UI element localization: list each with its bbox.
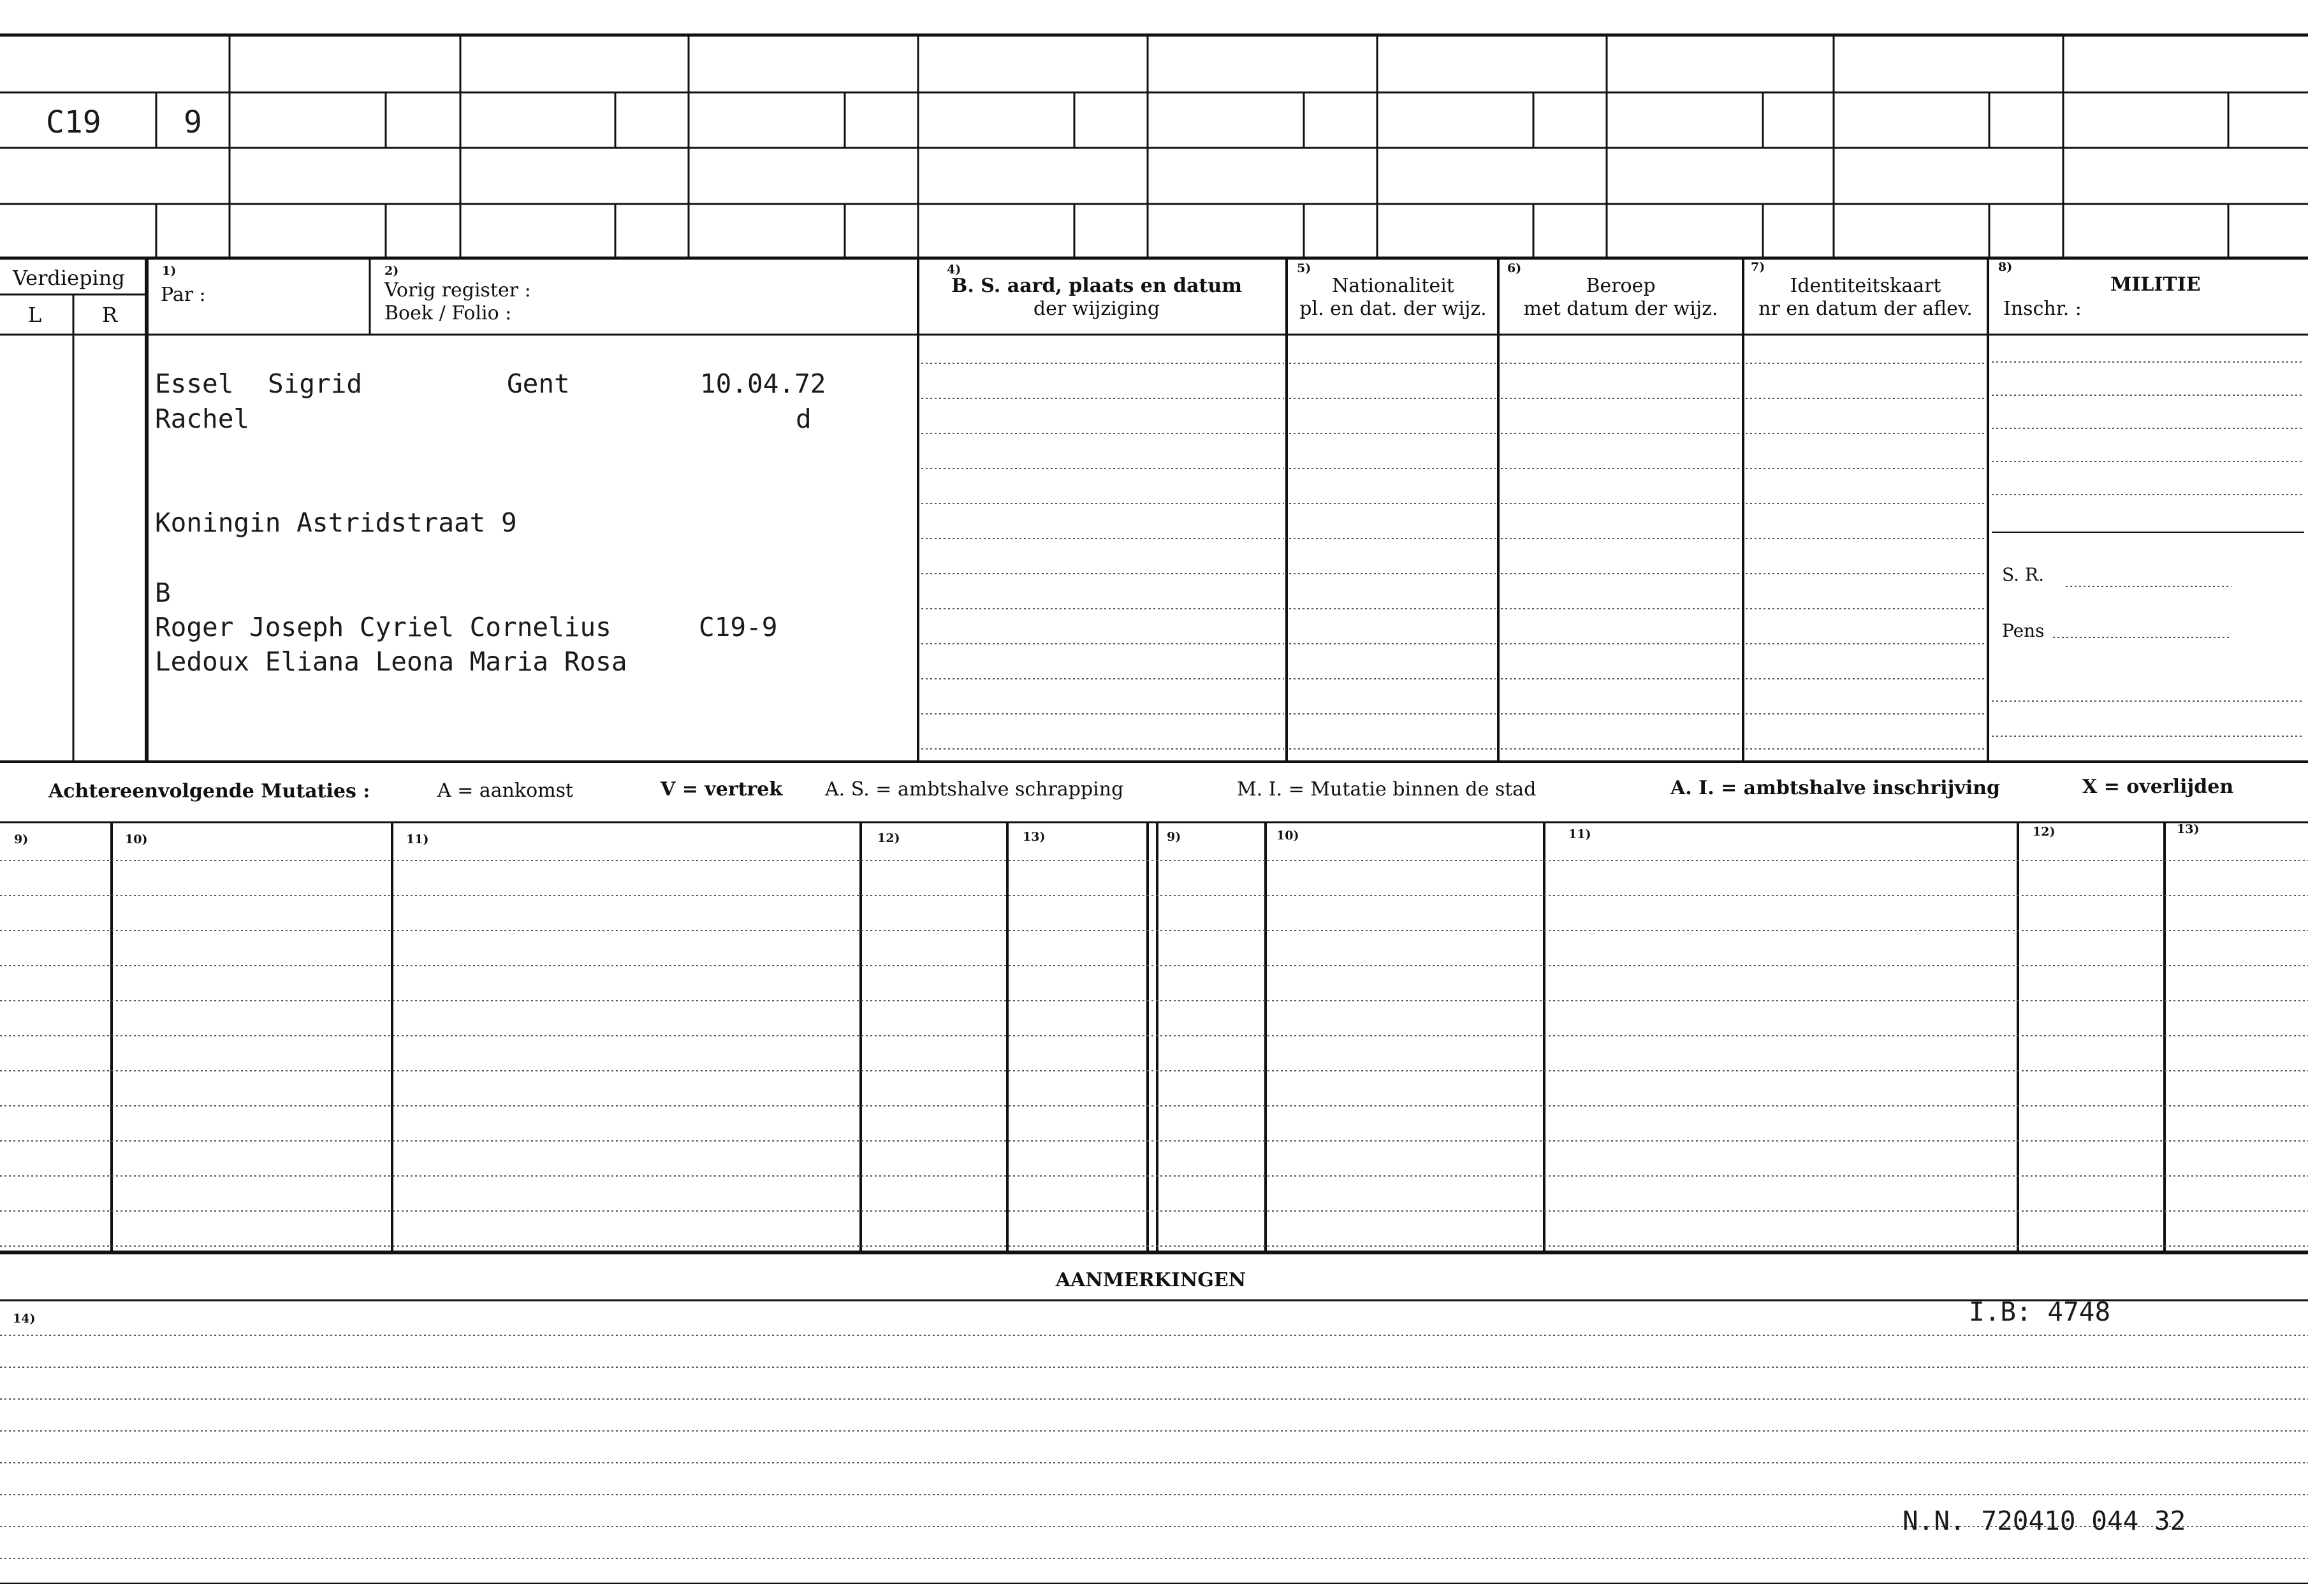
nationaliteit-sublabel: pl. en dat. der wijz. xyxy=(1299,298,1487,320)
person-mother: Ledoux Eliana Leona Maria Rosa xyxy=(155,646,627,677)
mut-col-9-right: 9) xyxy=(1167,830,1181,844)
mut-col-9-left: 9) xyxy=(14,832,29,846)
legend-aankomst: A = aankomst xyxy=(437,780,574,802)
militie-label: MILITIE xyxy=(2110,273,2201,296)
mut-col-12-left: 12) xyxy=(877,831,900,845)
aanmerkingen-title: AANMERKINGEN xyxy=(1055,1269,1246,1291)
vorig-register-label: Vorig register : xyxy=(384,279,531,301)
bs-label: B. S. aard, plaats en datum xyxy=(951,275,1242,297)
mut-col-10-right: 10) xyxy=(1276,829,1299,843)
mut-col-11-right: 11) xyxy=(1568,827,1591,841)
mutaties-label: Achtereenvolgende Mutaties : xyxy=(48,780,370,802)
legend-vertrek: V = vertrek xyxy=(661,778,783,801)
identiteit-num: 7) xyxy=(1751,260,1765,274)
verdieping-label: Verdieping xyxy=(13,266,125,290)
nationaliteit-num: 5) xyxy=(1297,261,1311,275)
aanmerkingen-num: 14) xyxy=(13,1312,36,1326)
legend-schrapping: A. S. = ambtshalve schrapping xyxy=(825,778,1124,801)
person-firstname-2: Rachel xyxy=(155,403,250,434)
identiteit-sublabel: nr en datum der aflev. xyxy=(1758,298,1973,320)
mut-col-11-left: 11) xyxy=(406,832,429,846)
militie-num: 8) xyxy=(1998,260,2013,274)
par-num: 1) xyxy=(162,264,177,278)
mut-col-10-left: 10) xyxy=(125,832,148,846)
boek-folio-label: Boek / Folio : xyxy=(384,302,512,324)
person-sex: d xyxy=(796,403,812,434)
sr-label: S. R. xyxy=(2002,564,2044,585)
mut-col-13-left: 13) xyxy=(1023,830,1046,844)
ib-number: I.B: 4748 xyxy=(1969,1296,2111,1327)
person-father: Roger Joseph Cyriel Cornelius xyxy=(155,612,611,642)
legend-mutatie: M. I. = Mutatie binnen de stad xyxy=(1237,778,1537,801)
legend-overlijden: X = overlijden xyxy=(2082,776,2234,798)
identiteit-label: Identiteitskaart xyxy=(1790,275,1941,297)
register-folio: 9 xyxy=(184,105,202,140)
beroep-num: 6) xyxy=(1507,261,1522,275)
nn-number: N.N. 720410 044 32 xyxy=(1903,1505,2186,1536)
mut-col-12-right: 12) xyxy=(2033,825,2056,839)
beroep-label: Beroep xyxy=(1586,275,1656,297)
person-ref: C19-9 xyxy=(699,612,778,642)
pens-label: Pens xyxy=(2002,620,2045,641)
par-label: Par : xyxy=(161,284,206,306)
register-code: C19 xyxy=(46,105,101,140)
inschr-label: Inschr. : xyxy=(2003,298,2082,320)
vorig-num: 2) xyxy=(384,264,399,278)
person-marker: B xyxy=(155,577,171,608)
nationaliteit-label: Nationaliteit xyxy=(1332,275,1454,297)
bs-num: 4) xyxy=(947,263,961,277)
person-firstname: Sigrid xyxy=(268,368,363,399)
mut-col-13-right: 13) xyxy=(2177,822,2200,836)
person-birthplace: Gent xyxy=(507,368,570,399)
person-address: Koningin Astridstraat 9 xyxy=(155,507,517,538)
legend-inschrijving: A. I. = ambtshalve inschrijving xyxy=(1670,777,2001,799)
col-l-label: L xyxy=(28,303,42,327)
person-surname: Essel xyxy=(155,368,234,399)
person-birthdate: 10.04.72 xyxy=(700,368,826,399)
beroep-sublabel: met datum der wijz. xyxy=(1523,298,1718,320)
col-r-label: R xyxy=(102,303,118,327)
bs-sublabel: der wijziging xyxy=(1033,298,1160,320)
